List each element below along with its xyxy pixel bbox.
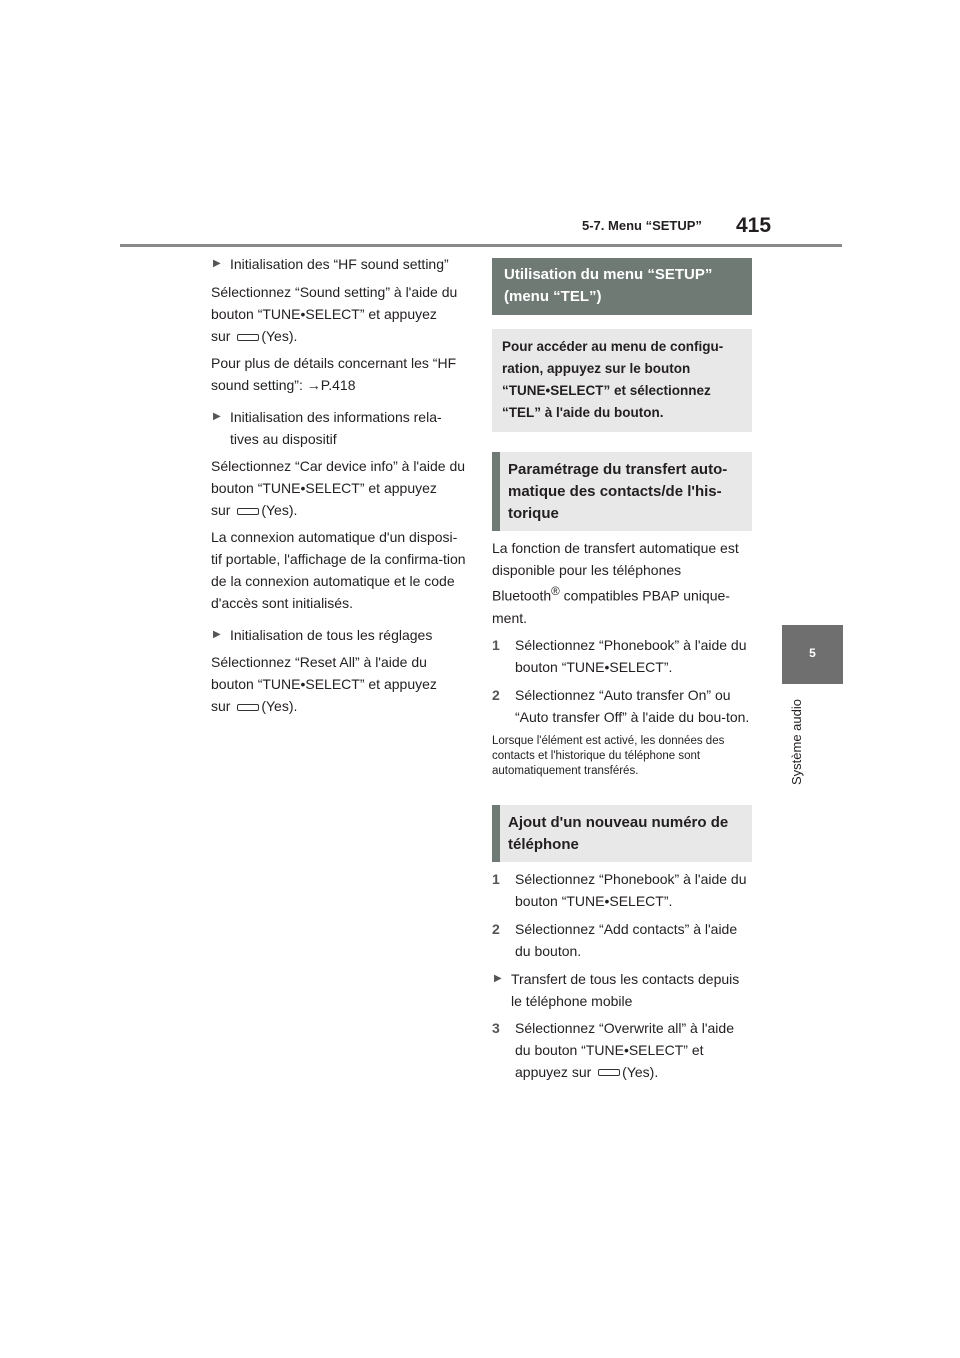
chapter-tab [782,625,843,684]
paragraph [211,695,466,717]
bullet-text: Transfert de tous les contacts depuis le téléphone mobile [511,970,740,1009]
bullet-heading [211,624,466,646]
text: (Yes). [261,328,298,344]
step-number: 2 [492,920,500,937]
note-text: Lorsque l'élément est activé, les données des contacts et l'historique du téléphone sont automatiquement transférés. [492,734,725,777]
chapter-number: 5 [809,646,816,660]
chapter-label: Système audio [789,699,804,785]
step-number: 1 [492,870,500,887]
text: sur [211,328,231,344]
bullet-heading [211,253,466,275]
registered-mark: ® [551,585,560,598]
paragraph [492,537,752,629]
subsection-heading: Paramétrage du transfert auto-matique des contacts/de l'his-torique [492,452,752,531]
step-item [492,918,752,962]
step-text: Sélectionnez “Phonebook” à l'aide du bouton “TUNE•SELECT”. [515,870,747,909]
button-outline-icon [237,334,259,341]
step-text: Sélectionnez “Phonebook” à l'aide du bouton “TUNE•SELECT”. [515,636,747,675]
paragraph [211,651,466,695]
bullet-text: Initialisation de tous les réglages [230,627,433,643]
text: Sélectionnez “Reset All” à l'aide du bouton “TUNE•SELECT” et appuyez [211,654,437,692]
text: sur [211,698,231,714]
step-item [492,634,752,678]
step-text-end: (Yes). [622,1063,659,1080]
step-item [492,868,752,912]
triangle-right-icon: ▶ [213,411,221,422]
paragraph [211,455,466,499]
step-text: Sélectionnez “Auto transfer On” ou “Auto transfer Off” à l'aide du bou-ton. [515,686,750,725]
button-outline-icon [237,704,259,711]
step-number: 2 [492,686,500,703]
right-column [492,258,752,1089]
text: compatibles PBAP unique-ment. [492,587,730,626]
section-heading: Utilisation du menu “SETUP” (menu “TEL”) [492,258,752,315]
bullet-heading [492,968,752,1012]
text: Sélectionnez “Car device info” à l'aide du bouton “TUNE•SELECT” et appuyez [211,458,466,496]
step-item [492,1017,752,1083]
triangle-right-icon: ▶ [213,629,221,640]
bullet-text: Initialisation des informations rela-tives au dispositif [230,409,442,447]
header-rule [120,244,842,247]
info-box: Pour accéder au menu de configu-ration, appuyez sur le bouton “TUNE•SELECT” et sélectionnez “TEL” à l'aide du bouton. [492,329,752,432]
step-item [492,684,752,728]
paragraph [211,281,466,325]
step-number: 3 [492,1019,500,1036]
triangle-right-icon: ▶ [494,972,502,984]
chapter-side-label [786,689,806,809]
step-number: 1 [492,636,500,653]
paragraph [211,325,466,347]
step-text: Sélectionnez “Overwrite all” à l'aide du bouton “TUNE•SELECT” et appuyez sur [515,1019,734,1080]
button-outline-icon [598,1069,620,1076]
paragraph: La connexion automatique d'un disposi-tif portable, l'affichage de la confirma-tion de la connexion automatique et le code d'accès sont initialisés. [211,529,466,611]
subsection-heading: Ajout d'un nouveau numéro de téléphone [492,805,752,862]
text: (Yes). [261,502,298,518]
section-title: 5-7. Menu “SETUP” [582,218,702,233]
text: Sélectionnez “Sound setting” à l'aide du bouton “TUNE•SELECT” et appuyez [211,284,458,322]
text: sur [211,502,231,518]
text: (Yes). [261,698,298,714]
button-outline-icon [237,508,259,515]
triangle-right-icon: ▶ [213,258,221,269]
paragraph [211,499,466,521]
text: La fonction de transfert automatique est disponible pour les téléphones Bluetooth [492,540,739,604]
bullet-heading [211,406,466,450]
page-number: 415 [736,214,772,237]
step-text: Sélectionnez “Add contacts” à l'aide du bouton. [515,920,738,959]
left-column [211,253,466,722]
bullet-text: Initialisation des “HF sound setting” [230,256,449,272]
paragraph: Pour plus de détails concernant les “HF sound setting”: →P.418 [211,355,457,393]
